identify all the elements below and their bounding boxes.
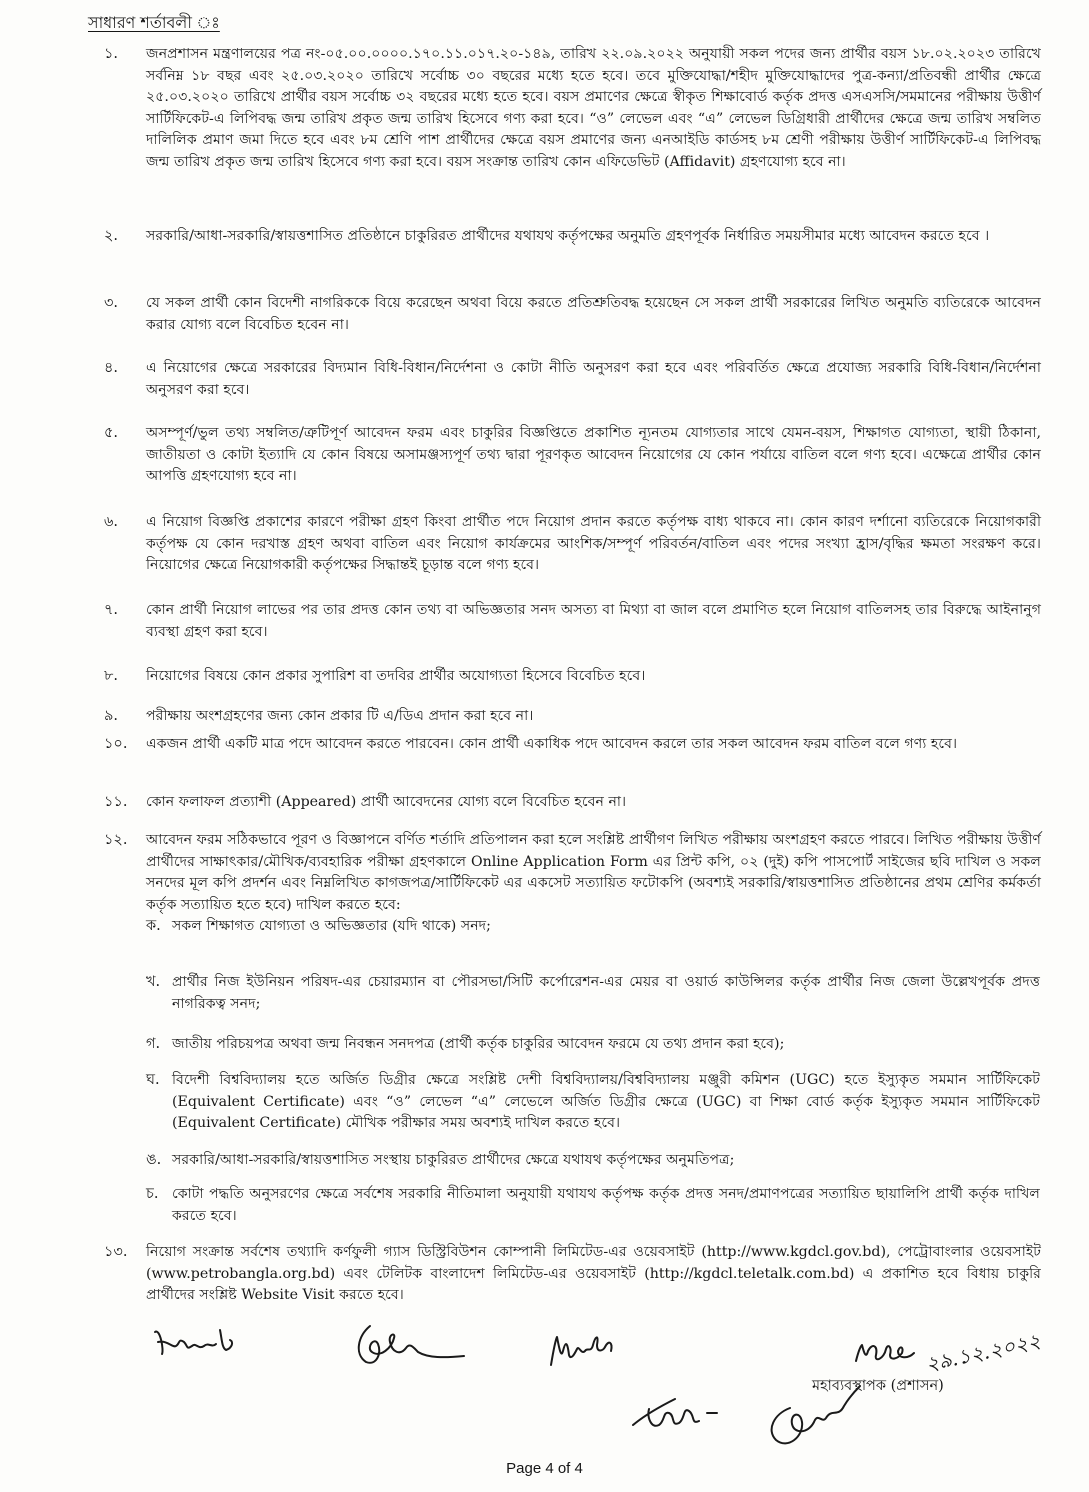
condition-number: ৬. xyxy=(104,514,119,530)
signature-3 xyxy=(545,1325,620,1375)
condition-text: অসম্পূর্ণ/ভুল তথ্য সম্বলিত/ত্রুটিপূর্ণ আবেদন ফরম এবং চাকুরির বিজ্ঞপ্তিতে প্রকাশিত ন্যূনতম যোগ্যতার সাথে যেমন-বয়স, শিক্ষাগত যোগ্যতা, স্থায়ী ঠিকানা, জাতীয়তা ও কোটা ইত্যাদি যে কোন বিষয়ে অসামঞ্জস্যপূর্ণ তথ্য দ্বারা পূরণকৃত আবেদন নিয়োগের যে কোন পর্যায়ে বাতিল বলে গণ্য হবে। এক্ষেত্রে প্রার্থীর কোন আপত্তি গ্রহণযোগ্য হবে না। xyxy=(146,425,1041,484)
condition-text: এ নিয়োগের ক্ষেত্রে সরকারের বিদ্যমান বিধি-বিধান/নির্দেশনা ও কোটা নীতি অনুসরণ করা হবে এবং পরিবর্তিত ক্ষেত্রে প্রযোজ্য সরকারি বিধি-বিধান/নির্দেশনা অনুসরণ করা হবে। xyxy=(146,360,1041,398)
sub-item-letter: চ. xyxy=(146,1186,159,1202)
signature-5 xyxy=(625,1385,735,1440)
condition-number: ১২. xyxy=(104,832,128,848)
condition-number: ৯. xyxy=(104,708,119,724)
sub-item-letter: ক. xyxy=(146,918,161,934)
condition-number: ১৩. xyxy=(104,1244,128,1260)
sub-item-text: সরকারি/আধা-সরকারি/স্বায়ত্তশাসিত সংস্থায় চাকুরিরত প্রার্থীদের ক্ষেত্রে যথাযথ কর্তৃপক্ষের অনুমতিপত্র; xyxy=(172,1152,735,1168)
condition-text: যে সকল প্রার্থী কোন বিদেশী নাগরিককে বিয়ে করেছেন অথবা বিয়ে করতে প্রতিশ্রুতিবদ্ধ হয়েছেন সে সকল প্রার্থী সরকারের লিখিত অনুমতি ব্যতিরেকে আবেদন করার যোগ্য বলে বিবেচিত হবেন না। xyxy=(146,295,1041,333)
handwritten-date: ২৯.১২.২০২২ xyxy=(923,1328,1043,1377)
condition-text: নিয়োগ সংক্রান্ত সর্বশেষ তথ্যাদি কর্ণফুলী গ্যাস ডিস্ট্রিবিউশন কোম্পানী লিমিটেড-এর ওয়েবসাইট (http://www.kgdcl.gov.bd), পেট্রোবাংলার ওয়েবসাইট (www.petrobangla.org.bd) এবং টেলিটক বাংলাদেশ লিমিটেড-এর ওয়েবসাইট (http://kgdcl.teletalk.com.bd) এ প্রকাশিত হবে বিধায় চাকুরি প্রার্থীদের সংশ্লিষ্ট Website Visit করতে হবে। xyxy=(146,1244,1041,1303)
condition-number: ৪. xyxy=(104,360,119,376)
condition-text: একজন প্রার্থী একটি মাত্র পদে আবেদন করতে পারবেন। কোন প্রার্থী একাধিক পদে আবেদন করলে তার সকল আবেদন ফরম বাতিল বলে গণ্য হবে। xyxy=(146,736,958,752)
condition-number: ৫. xyxy=(104,425,119,441)
sub-item-text: কোটা পদ্ধতি অনুসরণের ক্ষেত্রে সর্বশেষ সরকারি নীতিমালা অনুযায়ী যথাযথ কর্তৃপক্ষ কর্তৃক প্রদত্ত সনদ/প্রমাণপত্রের সত্যায়িত ছায়ালিপি প্রার্থী কর্তৃক দাখিল করতে হবে। xyxy=(172,1186,1040,1224)
sub-item-letter: খ. xyxy=(146,974,161,990)
condition-text: পরীক্ষায় অংশগ্রহণের জন্য কোন প্রকার টি এ/ডিএ প্রদান করা হবে না। xyxy=(146,708,534,724)
condition-text: নিয়োগের বিষয়ে কোন প্রকার সুপারিশ বা তদবির প্রার্থীর অযোগ্যতা হিসেবে বিবেচিত হবে। xyxy=(146,668,646,684)
condition-text: আবেদন ফরম সঠিকভাবে পূরণ ও বিজ্ঞাপনে বর্ণিত শর্তাদি প্রতিপালন করা হলে সংশ্লিষ্ট প্রার্থীগণ লিখিত পরীক্ষায় অংশগ্রহণ করতে পারবে। লিখিত পরীক্ষায় উত্তীর্ণ প্রার্থীদের সাক্ষাৎকার/মৌখিক/ব্যবহারিক পরীক্ষা গ্রহণকালে Online Application Form এর প্রিন্ট কপি, ০২ (দুই) কপি পাসপোর্ট সাইজের ছবি দাখিল ও সকল সনদের মূল কপি প্রদর্শন এবং নিম্নলিখিত কাগজপত্র/সার্টিফিকেট এর একসেট সত্যায়িত ফটোকপি (অবশ্যই সরকারি/স্বায়ত্তশাসিত প্রতিষ্ঠানের প্রথম শ্রেণির কর্মকর্তা কর্তৃক সত্যায়িত হতে হবে) দাখিল করতে হবে: xyxy=(146,832,1041,913)
section-heading: সাধারণ শর্তাবলী ঃ xyxy=(88,13,220,32)
sub-item-text: সকল শিক্ষাগত যোগ্যতা ও অভিজ্ঞতার (যদি থাকে) সনদ; xyxy=(172,918,491,934)
sub-item-letter: গ. xyxy=(146,1036,161,1052)
sub-item-text: বিদেশী বিশ্ববিদ্যালয় হতে অর্জিত ডিগ্রীর ক্ষেত্রে সংশ্লিষ্ট দেশী বিশ্ববিদ্যালয়/বিশ্ববিদ্যালয় মঞ্জুরী কমিশন (UGC) হতে ইস্যুকৃত সমমান সার্টিফিকেট (Equivalent Certificate) এবং “ও” লেভেল “এ” লেভেলে অর্জিত ডিগ্রীর ক্ষেত্রে (UGC) বা শিক্ষা বোর্ড কর্তৃক ইস্যুকৃত সমমান সার্টিফিকেট (Equivalent Certificate) মৌখিক পরীক্ষার সময় অবশ্যই দাখিল করতে হবে। xyxy=(172,1072,1040,1131)
condition-text: এ নিয়োগ বিজ্ঞপ্তি প্রকাশের কারণে পরীক্ষা গ্রহণ কিংবা প্রার্থীত পদে নিয়োগ প্রদান করতে কর্তৃপক্ষ বাধ্য থাকবে না। কোন কারণ দর্শানো ব্যতিরেকে নিয়োগকারী কর্তৃপক্ষ যে কোন দরখাস্ত গ্রহণ অথবা বাতিল এবং নিয়োগ কার্যক্রমের আংশিক/সম্পূর্ণ পরিবর্তন/বাতিল এবং পদের সংখ্যা হ্রাস/বৃদ্ধির ক্ষমতা সংরক্ষণ করে। নিয়োগের ক্ষেত্রে নিয়োগকারী কর্তৃপক্ষের সিদ্ধান্তই চূড়ান্ত বলে গণ্য হবে। xyxy=(146,514,1041,573)
condition-number: ৩. xyxy=(104,295,119,311)
condition-number: ২. xyxy=(104,228,119,244)
condition-number: ১০. xyxy=(104,736,128,752)
condition-text: সরকারি/আধা-সরকারি/স্বায়ত্তশাসিত প্রতিষ্ঠানে চাকুরিরত প্রার্থীদের যথাযথ কর্তৃপক্ষের অনুমতি গ্রহণপূর্বক নির্ধারিত সময়সীমার মধ্যে আবেদন করতে হবে । xyxy=(146,228,990,244)
condition-text: কোন ফলাফল প্রত্যাশী (Appeared) প্রার্থী আবেদনের যোগ্য বলে বিবেচিত হবেন না। xyxy=(146,794,627,810)
sub-item-text: প্রার্থীর নিজ ইউনিয়ন পরিষদ-এর চেয়ারম্যান বা পৌরসভা/সিটি কর্পোরেশন-এর মেয়র বা ওয়ার্ড কাউন্সিলর কর্তৃক প্রার্থীর নিজ জেলা উল্লেখপূর্বক প্রদত্ত নাগরিকত্ব সনদ; xyxy=(172,974,1040,1012)
condition-number: ৮. xyxy=(104,668,119,684)
condition-number: ১. xyxy=(104,46,119,62)
sub-item-letter: ঙ. xyxy=(146,1152,162,1168)
signature-1 xyxy=(150,1320,240,1360)
signature-2 xyxy=(348,1318,468,1373)
condition-text: জনপ্রশাসন মন্ত্রণালয়ের পত্র নং-০৫.০০.০০০০.১৭০.১১.০১৭.২০-১৪৯, তারিখ ২২.০৯.২০২২ অনুযায়ী সকল পদের জন্য প্রার্থীর বয়স ১৮.০২.২০২৩ তারিখে সর্বনিম্ন ১৮ বছর এবং ২৫.০৩.২০২০ তারিখে সর্বোচ্চ ৩০ বছরের মধ্যে হতে হবে। তবে মুক্তিযোদ্ধা/শহীদ মুক্তিযোদ্ধাদের পুত্র-কন্যা/প্রতিবন্ধী প্রার্থীর ক্ষেত্রে ২৫.০৩.২০২০ তারিখে প্রার্থীর বয়স সর্বোচ্চ ৩২ বছরের মধ্যে হতে হবে। বয়স প্রমাণের ক্ষেত্রে স্বীকৃত শিক্ষাবোর্ড কর্তৃক প্রদত্ত এসএসসি/সমমানের পরীক্ষায় উত্তীর্ণ সার্টিফিকেট-এ লিপিবদ্ধ জন্ম তারিখ প্রকৃত জন্ম তারিখ হিসেবে গণ্য করা হবে। “ও” লেভেল এবং “এ” লেভেল ডিগ্রিধারী প্রার্থীদের ক্ষেত্রে জন্ম তারিখ সম্বলিত দালিলিক প্রমাণ জমা দিতে হবে এবং ৮ম শ্রেণি পাশ প্রার্থীদের ক্ষেত্রে বয়স প্রমাণের জন্য এনআইডি কার্ডসহ ৮ম শ্রেণী পরীক্ষায় উত্তীর্ণ সার্টিফিকেট-এ লিপিবদ্ধ জন্ম তারিখ প্রকৃত জন্ম তারিখ হিসেবে গণ্য করা হবে। বয়স সংক্রান্ত তারিখ কোন এফিডেভিট (Affidavit) গ্রহণযোগ্য হবে না। xyxy=(146,46,1041,170)
condition-text: কোন প্রার্থী নিয়োগ লাভের পর তার প্রদত্ত কোন তথ্য বা অভিজ্ঞতার সনদ অসত্য বা মিথ্যা বা জাল বলে প্রমাণিত হলে নিয়োগ বাতিলসহ তার বিরুদ্ধে আইনানুগ ব্যবস্থা গ্রহণ করা হবে। xyxy=(146,602,1041,640)
signature-4 xyxy=(850,1335,930,1370)
condition-number: ১১. xyxy=(104,794,128,810)
sub-item-text: জাতীয় পরিচয়পত্র অথবা জন্ম নিবন্ধন সনদপত্র (প্রার্থী কর্তৃক চাকুরির আবেদন ফরমে যে তথ্য প্রদান করা হবে); xyxy=(172,1036,785,1052)
page-number: Page 4 of 4 xyxy=(506,1460,583,1477)
signature-6 xyxy=(760,1378,870,1458)
sub-item-letter: ঘ. xyxy=(146,1072,160,1088)
designation: মহাব্যবস্থাপক (প্রশাসন) xyxy=(812,1378,944,1394)
condition-number: ৭. xyxy=(104,602,119,618)
